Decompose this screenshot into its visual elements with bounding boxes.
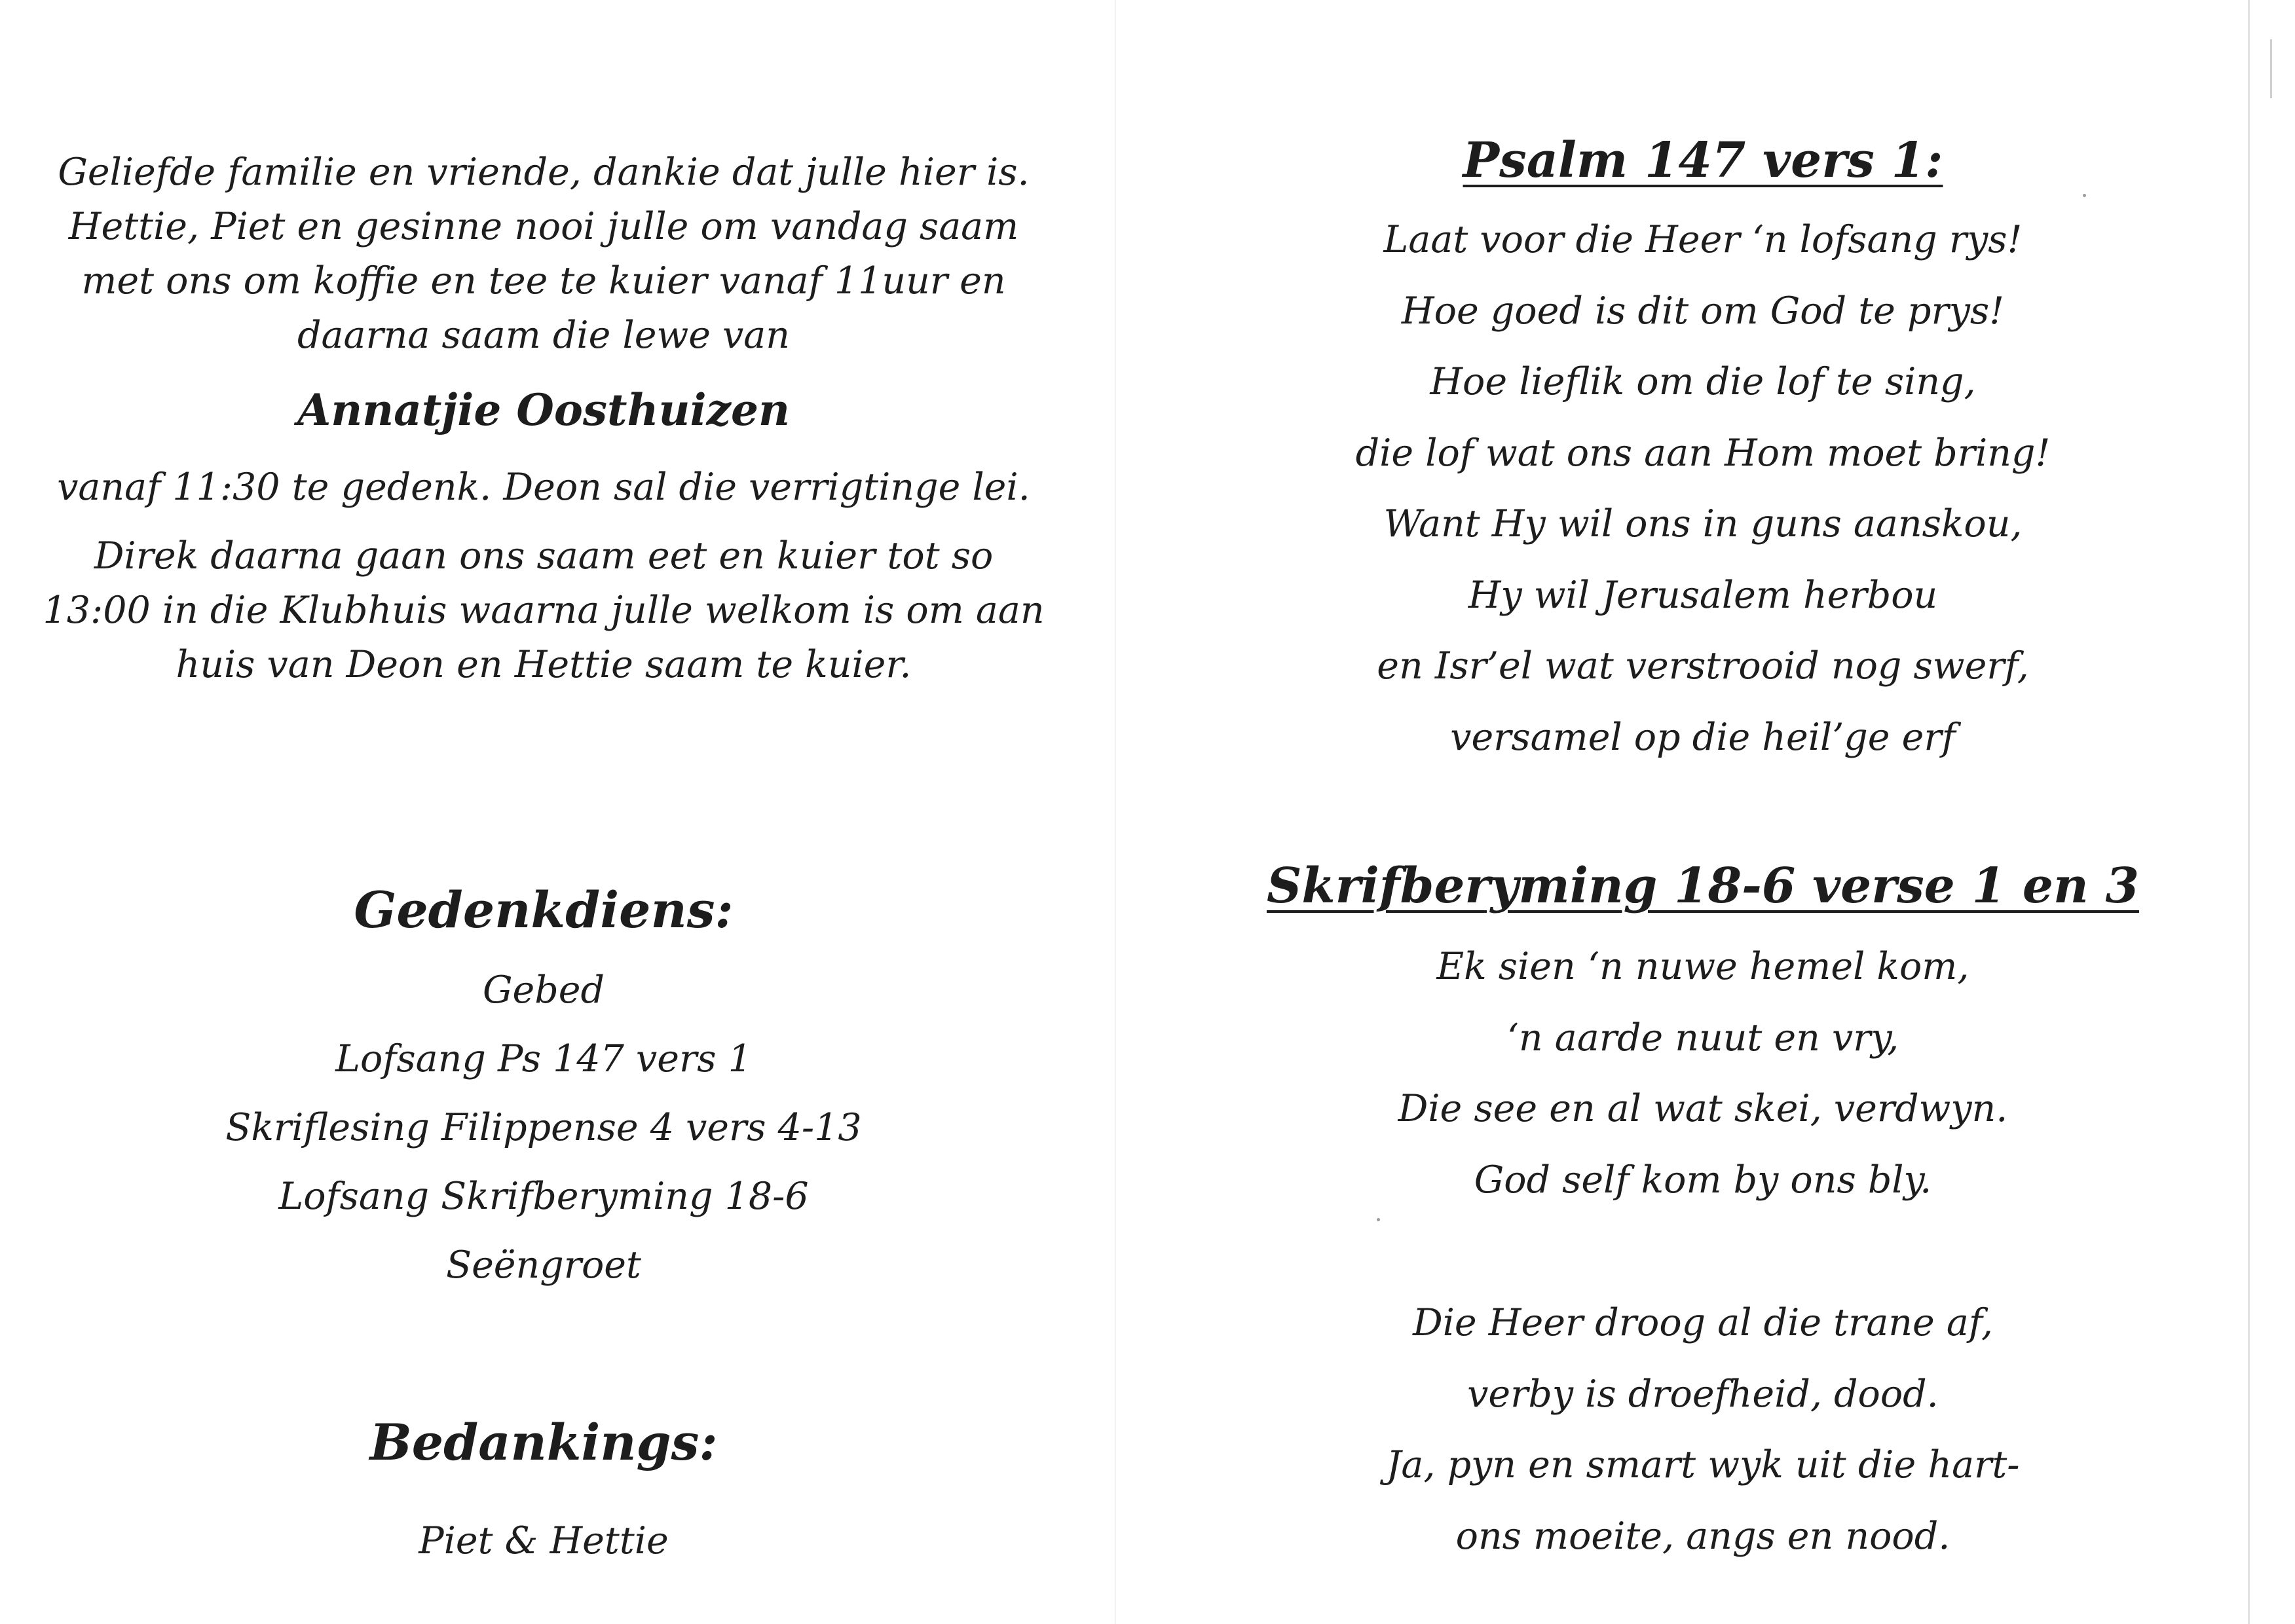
verse-line: Ja, pyn en smart wyk uit die hart- — [1386, 1443, 2020, 1486]
page-edge-line — [2248, 0, 2250, 1624]
verse-line: verby is droefheid, dood. — [1467, 1372, 1939, 1416]
page-edge-mark — [2270, 39, 2281, 98]
verse-line: Die Heer droog al die trane af, — [1412, 1301, 1994, 1344]
verse-line: ‘n aarde nuut en vry, — [1506, 1016, 1899, 1060]
service-item: Seëngroet — [446, 1244, 641, 1287]
verse-line: versamel op die heil’ge erf — [1450, 715, 1956, 759]
deceased-name: Annatjie Oosthuizen — [297, 384, 790, 435]
right-panel — [1244, 0, 2161, 1624]
psalm-heading: Psalm 147 vers 1: — [1463, 132, 1943, 189]
psalm-verse — [1244, 204, 2161, 773]
service-item: Lofsang Ps 147 vers 1 — [335, 1037, 752, 1080]
verse-line: en Isr’el wat verstrooid nog swerf, — [1377, 644, 2029, 688]
verse-line: die lof wat ons aan Hom moet bring! — [1355, 431, 2051, 475]
skrifberyming-heading: Skrifberyming 18-6 verse 1 en 3 — [1266, 858, 2140, 914]
verse-line: Hoe goed is dit om God te prys! — [1401, 289, 2005, 333]
verse-line: God self kom by ons bly. — [1474, 1158, 1932, 1202]
service-heading: Gedenkdiens: — [354, 881, 734, 939]
skrifberyming-verse-1 — [1244, 931, 2161, 1215]
left-panel — [39, 0, 1048, 1624]
after-service-text: Direk daarna gaan ons saam eet en kuier tot so 13:00 in die Klubhuis waarna julle welkom is om aan huis van Deon en Hettie saam te kuier. — [43, 534, 1045, 686]
verse-line: Want Hy wil ons in guns aanskou, — [1383, 502, 2023, 545]
verse-line: Hoe lieflik om die lof te sing, — [1430, 360, 1976, 403]
thanks-heading: Bedankings: — [369, 1413, 718, 1471]
skrifberyming-verse-3 — [1244, 1287, 2161, 1572]
invitation-text: Geliefde familie en vriende, dankie dat julle hier is. Hettie, Piet en gesinne nooi julle om vandag saam met ons om koffie en tee te kuier vanaf 11uur en daarna saam die lewe van — [58, 151, 1030, 357]
thanks-names: Piet & Hettie — [419, 1519, 669, 1562]
verse-line: Laat voor die Heer ‘n lofsang rys! — [1383, 218, 2023, 261]
verse-line: Ek sien ‘n nuwe hemel kom, — [1436, 945, 1969, 988]
service-item: Gebed — [483, 969, 605, 1012]
service-item: Skriflesing Filippense 4 vers 4-13 — [225, 1106, 862, 1149]
service-item: Lofsang Skrifberyming 18-6 — [278, 1175, 809, 1218]
verse-line: Hy wil Jerusalem herbou — [1468, 573, 1938, 617]
remembrance-line: vanaf 11:30 te gedenk. Deon sal die verrigtinge lei. — [57, 466, 1030, 509]
service-program-list — [39, 956, 1048, 1300]
verse-line: Die see en al wat skei, verdwyn. — [1398, 1087, 2008, 1130]
center-fold-line — [1115, 0, 1116, 1624]
verse-line: ons moeite, angs en nood. — [1455, 1514, 1950, 1558]
